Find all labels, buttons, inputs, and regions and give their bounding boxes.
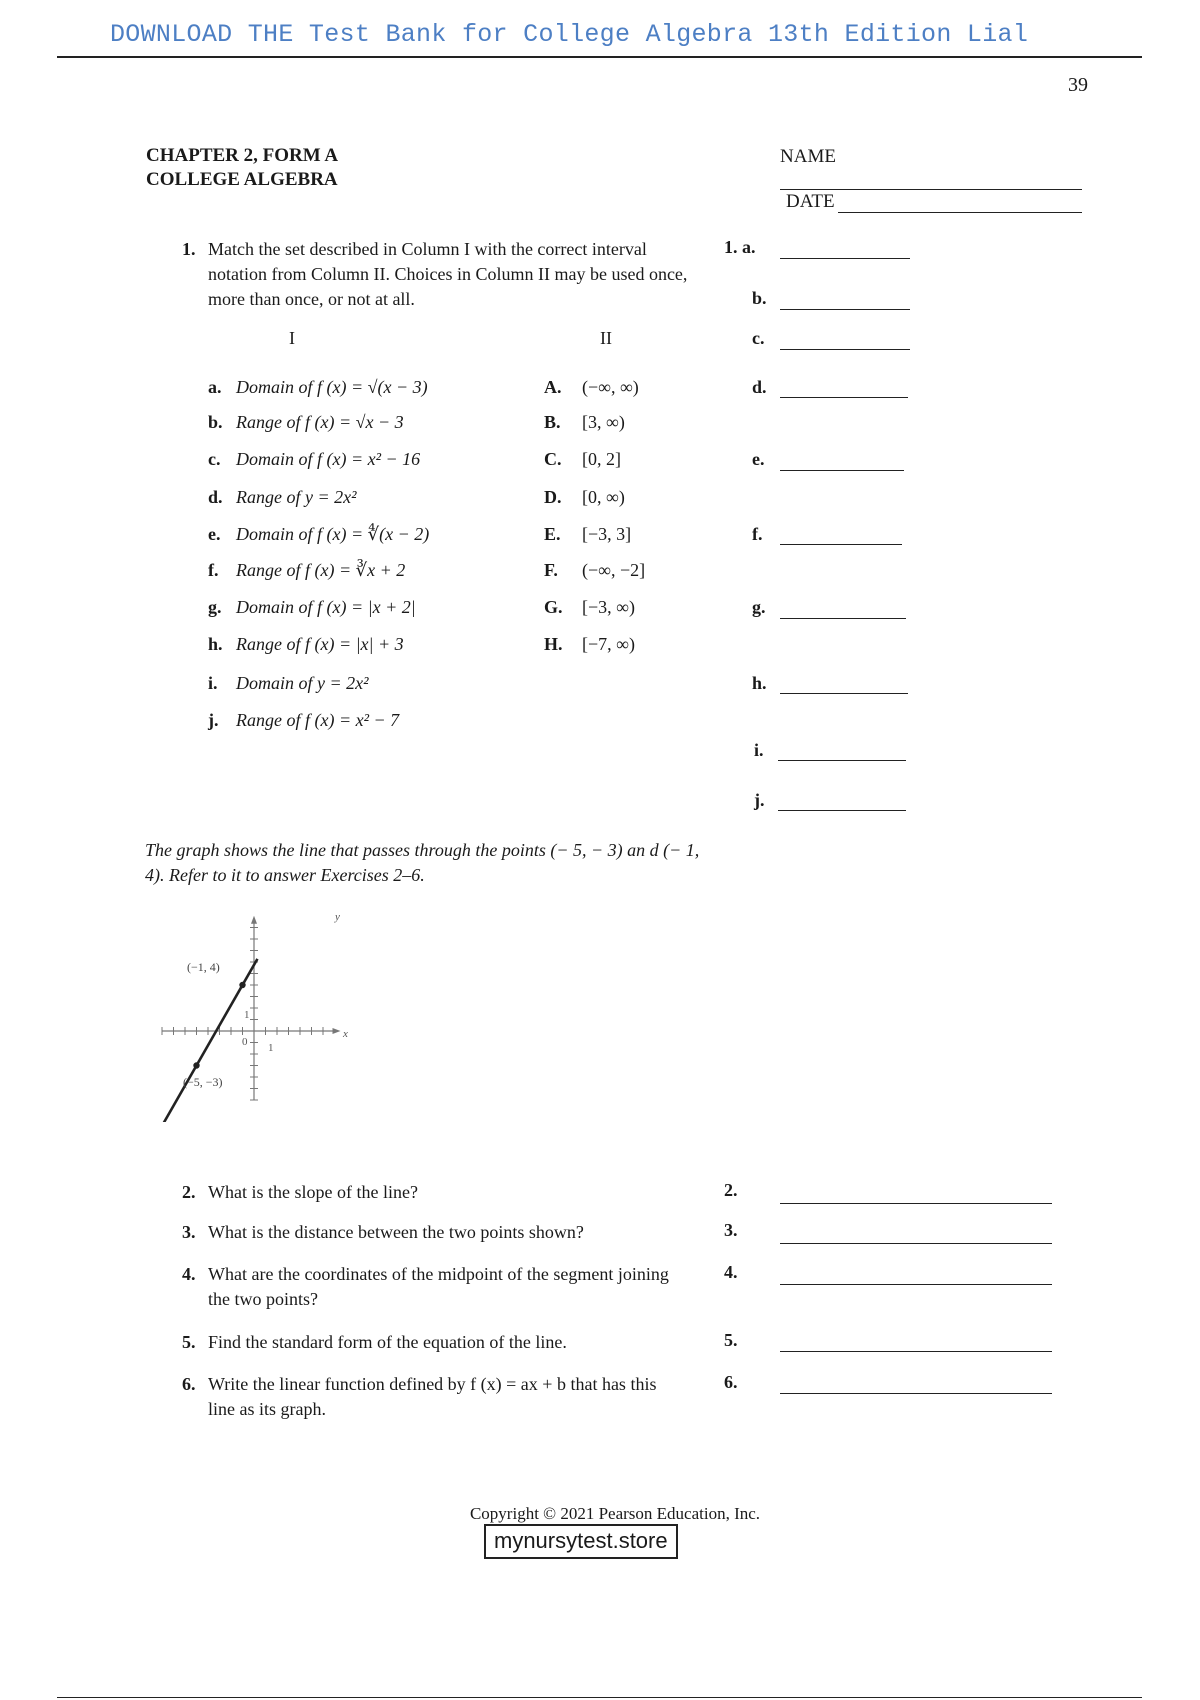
option-g: G. [−3, ∞) [544, 597, 635, 617]
item-i: i. Domain of y = 2x² [208, 673, 369, 693]
answer-label-2: 2. [724, 1180, 738, 1200]
y-axis-arrow [251, 916, 257, 924]
question-number: 1. [182, 239, 196, 259]
item-d: d. Range of y = 2x² [208, 487, 357, 507]
answer-blank-i[interactable] [778, 760, 906, 761]
answer-label-c: c. [752, 328, 765, 348]
item-g: g. Domain of f (x) = |x + 2| [208, 597, 416, 617]
answer-blank-e[interactable] [780, 470, 904, 471]
answer-label-5: 5. [724, 1330, 738, 1350]
bottom-rule [57, 1697, 1142, 1698]
answer-blank-5[interactable] [780, 1351, 1052, 1352]
answer-blank-b[interactable] [780, 309, 910, 310]
question-5: 5. Find the standard form of the equation of the line. [182, 1332, 567, 1352]
question-6: 6. Write the linear function defined by f (x) = ax + b that has this line as its graph. [182, 1374, 657, 1419]
point-marker-1 [239, 982, 245, 988]
option-c: C. [0, 2] [544, 449, 621, 469]
item-c: c. Domain of f (x) = x² − 16 [208, 449, 421, 469]
answer-blank-j[interactable] [778, 810, 906, 811]
question-2: 2. What is the slope of the line? [182, 1182, 418, 1202]
answer-label-6: 6. [724, 1372, 738, 1392]
column-ii-heading: II [600, 328, 612, 348]
course-title: COLLEGE ALGEBRA [146, 169, 338, 190]
answer-blank-4[interactable] [780, 1284, 1052, 1285]
y-axis-label: y [335, 911, 340, 923]
question-4: 4. What are the coordinates of the midpoint of the segment joining the two points? [182, 1264, 669, 1309]
answer-blank-3[interactable] [780, 1243, 1052, 1244]
item-h: h. Range of f (x) = |x| + 3 [208, 634, 404, 654]
origin-label: 0 [242, 1036, 248, 1048]
answer-label-g: g. [752, 597, 766, 617]
x-axis-arrow [333, 1028, 341, 1034]
item-e: e. Domain of f (x) = ∜(x − 2) [208, 524, 430, 544]
column-i-heading: I [289, 328, 295, 348]
watermark-box: mynursytest.store [484, 1524, 678, 1559]
option-a: A. (−∞, ∞) [544, 377, 639, 397]
option-f: F. (−∞, −2] [544, 560, 646, 580]
graph-intro-text: The graph shows the line that passes through the points (− 5, − 3) an d (− 1, 4). Refer to it to answer Exercises 2–6. [145, 840, 700, 885]
line-graph [150, 900, 370, 1122]
question-text: Match the set described in Column I with the correct interval notation from Column II. Choices in Column II may be used once, more than once, or not at all. [208, 239, 688, 309]
y-unit-label: 1 [244, 1009, 250, 1021]
top-rule [57, 56, 1142, 58]
name-label: NAME [780, 146, 836, 167]
answer-blank-a[interactable] [780, 258, 910, 259]
option-d: D. [0, ∞) [544, 487, 625, 507]
answer-label-4: 4. [724, 1262, 738, 1282]
answer-label-b: b. [752, 288, 767, 308]
answer-label-e: e. [752, 449, 765, 469]
point-marker-2 [193, 1062, 199, 1068]
option-e: E. [−3, 3] [544, 524, 632, 544]
x-axis-label: x [343, 1028, 348, 1040]
question-1 [182, 237, 702, 312]
answer-blank-f[interactable] [780, 544, 902, 545]
x-unit-label: 1 [268, 1042, 274, 1054]
answer-blank-6[interactable] [780, 1393, 1052, 1394]
answer-label-a: 1. a. [724, 237, 756, 257]
answer-blank-h[interactable] [780, 693, 908, 694]
answer-blank-g[interactable] [780, 618, 906, 619]
answer-blank-c[interactable] [780, 349, 910, 350]
copyright-notice: Copyright © 2021 Pearson Education, Inc. [469, 1504, 761, 1523]
point-label-1: (−1, 4) [187, 960, 220, 974]
item-b: b. Range of f (x) = √x − 3 [208, 412, 404, 432]
date-line[interactable] [838, 212, 1082, 213]
question-3: 3. What is the distance between the two points shown? [182, 1222, 584, 1242]
graph-axes [162, 916, 341, 1100]
answer-label-h: h. [752, 673, 767, 693]
date-label: DATE [786, 191, 835, 212]
answer-label-f: f. [752, 524, 763, 544]
answer-label-3: 3. [724, 1220, 738, 1240]
name-line[interactable] [780, 189, 1082, 190]
item-a: a. Domain of f (x) = √(x − 3) [208, 377, 428, 397]
answer-label-i: i. [754, 740, 764, 760]
answer-label-d: d. [752, 377, 767, 397]
answer-blank-d[interactable] [780, 397, 908, 398]
item-j: j. Range of f (x) = x² − 7 [208, 710, 400, 730]
option-h: H. [−7, ∞) [544, 634, 635, 654]
download-banner: DOWNLOAD THE Test Bank for College Algebra 13th Edition Lial [110, 20, 1029, 49]
answer-blank-2[interactable] [780, 1203, 1052, 1204]
answer-label-j: j. [754, 790, 765, 810]
option-b: B. [3, ∞) [544, 412, 625, 432]
chapter-title: CHAPTER 2, FORM A [146, 145, 339, 166]
point-label-2: (−5, −3) [183, 1075, 223, 1089]
page-number: 39 [1068, 74, 1088, 96]
item-f: f. Range of f (x) = ∛x + 2 [208, 560, 406, 580]
